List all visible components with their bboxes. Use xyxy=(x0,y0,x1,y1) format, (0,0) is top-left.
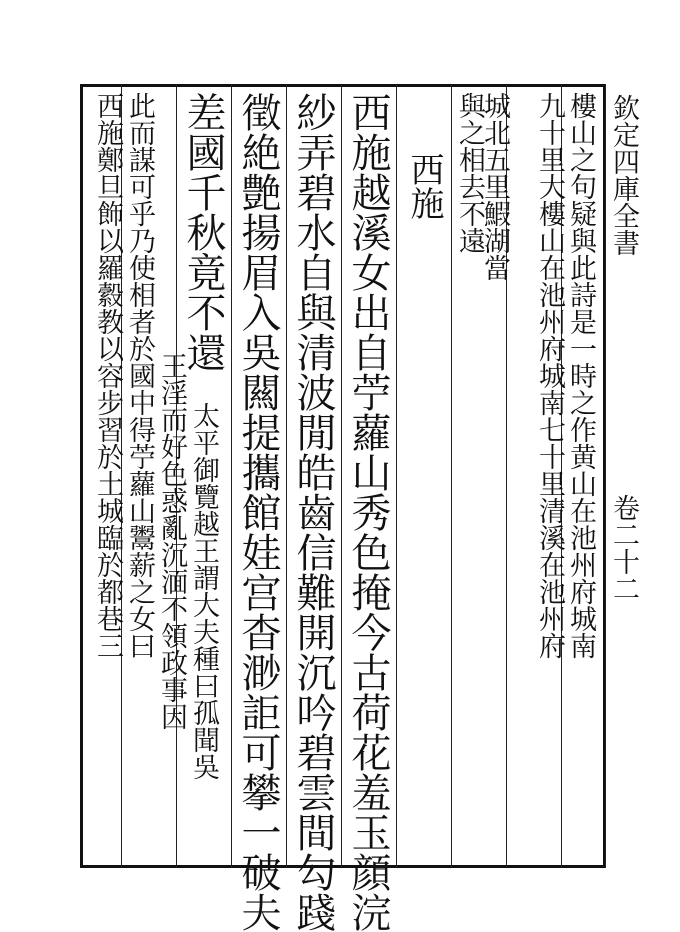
column-rule xyxy=(286,84,287,868)
poem-column: 西施越溪女出自苧蘿山秀色掩今古荷花羞玉顔浣 xyxy=(345,92,391,932)
commentary-column: 與之相去不遠 xyxy=(454,92,485,254)
commentary-column: 王淫而好色惑亂沉湎不領政事因 xyxy=(156,352,187,730)
book-title: 欽定四庫全書 xyxy=(608,94,639,256)
poem-title: 西施 xyxy=(404,152,444,220)
poem-column: 紗弄碧水自與清波閒皓齒信難開沉吟碧雲間勾踐 xyxy=(290,92,336,932)
commentary-column: 此而謀可乎乃使相者於國中得苧蘿山鬻薪之女曰 xyxy=(124,92,155,659)
column-rule xyxy=(341,84,342,868)
column-rule xyxy=(231,84,232,868)
poem-column: 徵絶艶揚眉入吳闗提攜館娃宫杳渺詎可攀一破夫 xyxy=(235,92,281,932)
column-rule xyxy=(396,84,397,868)
commentary-column: 西施鄭旦飾以羅縠教以容步習於土城臨於都巷三 xyxy=(92,92,123,659)
header-strip xyxy=(606,84,639,868)
commentary-column: 九十里大樓山在池州府城南七十里清溪在池州府 xyxy=(534,92,565,659)
column-rule xyxy=(451,84,452,868)
volume-label: 卷二十二 xyxy=(608,494,639,602)
commentary-column: 樓山之句疑與此詩是一時之作黄山在池州府城南 xyxy=(565,92,596,659)
commentary-column: 城北五里鰕湖當 xyxy=(479,92,510,281)
commentary-column: 太平御覽越王謂大夫種曰孤聞吳 xyxy=(188,402,219,780)
poem-column: 差國千秋竟不還 xyxy=(180,92,226,372)
